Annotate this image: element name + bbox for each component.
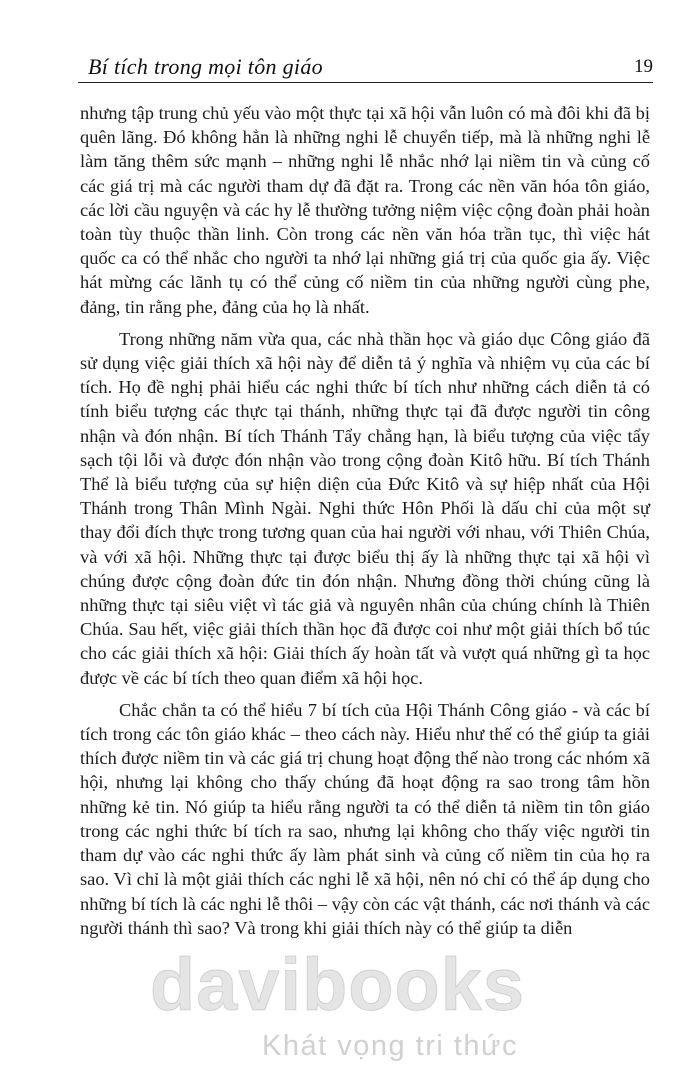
watermark-brand: davibooks bbox=[150, 943, 525, 1026]
paragraph-1: nhưng tập trung chủ yếu vào một thực tại xã hội vẫn luôn có mà đôi khi đã bị quên lãng. Đó không hẳn là những nghi lễ chuyển tiếp, mà là những nghi lễ làm tăng thêm sức mạnh – những nghi lễ nhắc nhớ lại niềm tin và củng cố các giá trị mà các người tham dự đã đặt ra. Trong các nền văn hóa tôn giáo, các lời cầu nguyện và các hy lễ thường tưởng niệm việc cộng đoàn phải hoàn toàn tùy thuộc thần linh. Còn trong các nền văn hóa trần tục, thì việc hát quốc ca có thể nhắc cho người ta nhớ lại những giá trị của quốc gia ấy. Việc hát mừng các lãnh tụ có thể củng cố niềm tin của những người cùng phe, đảng, tin rằng phe, đảng của họ là nhất. bbox=[80, 103, 650, 317]
watermark bbox=[0, 942, 700, 1072]
header-rule bbox=[78, 82, 653, 83]
page-header bbox=[78, 54, 653, 88]
body-text bbox=[80, 101, 650, 948]
paragraph-3: Chắc chắn ta có thể hiểu 7 bí tích của Hội Thánh Công giáo - và các bí tích trong các tôn giáo khác – theo cách này. Hiểu như thế có thể giúp ta giải thích được niềm tin và các giá trị chung hoạt động thế nào trong các nhóm xã hội, nhưng lại không cho thấy chúng đã hoạt động ra sao trong tâm hồn những kẻ tin. Nó giúp ta hiểu rằng người ta có thể diễn tả niềm tin tôn giáo trong các nghi thức bí tích ra sao, nhưng lại không cho thấy việc người tin tham dự vào các nghi thức ấy làm phát sinh và củng cố niềm tin của họ ra sao. Vì chỉ là một giải thích các nghi lễ xã hội, nên nó chỉ có thể áp dụng cho những bí tích là các nghi lễ thôi – vậy còn các vật thánh, các nơi thánh và các người thánh thì sao? Và trong khi giải thích này có thể giúp ta diễn bbox=[80, 699, 650, 938]
page-number: 19 bbox=[634, 56, 653, 77]
paragraph-2: Trong những năm vừa qua, các nhà thần học và giáo dục Công giáo đã sử dụng việc giải thích xã hội này để diễn tả ý nghĩa và nhiệm vụ của các bí tích. Họ đề nghị phải hiểu các nghi thức bí tích như những cách diễn tả có tính biểu tượng các thực tại thánh, những thực tại đã được người tin công nhận và đón nhận. Bí tích Thánh Tẩy chẳng hạn, là biểu tượng của việc tẩy sạch tội lỗi và được đón nhận vào trong cộng đoàn Kitô hữu. Bí tích Thánh Thể là biểu tượng của sự hiện diện của Đức Kitô và sự hiệp nhất của Hội Thánh trong Thân Mình Ngài. Nghi thức Hôn Phối là dấu chỉ của một sự thay đổi đích thực trong tương quan của hai người với nhau, với Thiên Chúa, và với xã hội. Những thực tại được biểu thị ấy là những thực tại xã hội vì chúng được cộng đoàn đức tin đón nhận. Nhưng đồng thời chúng cũng là những thực tại siêu việt vì tác giả và nguyên nhân của chúng chính là Thiên Chúa. Sau hết, việc giải thích thần học đã được coi như một giải thích bổ túc cho các giải thích xã hội: Giải thích ấy hoàn tất và vượt quá những gì ta học được về các bí tích theo quan điểm xã hội học. bbox=[80, 328, 650, 688]
running-title: Bí tích trong mọi tôn giáo bbox=[88, 54, 323, 79]
watermark-slogan: Khát vọng tri thức bbox=[262, 1030, 518, 1062]
